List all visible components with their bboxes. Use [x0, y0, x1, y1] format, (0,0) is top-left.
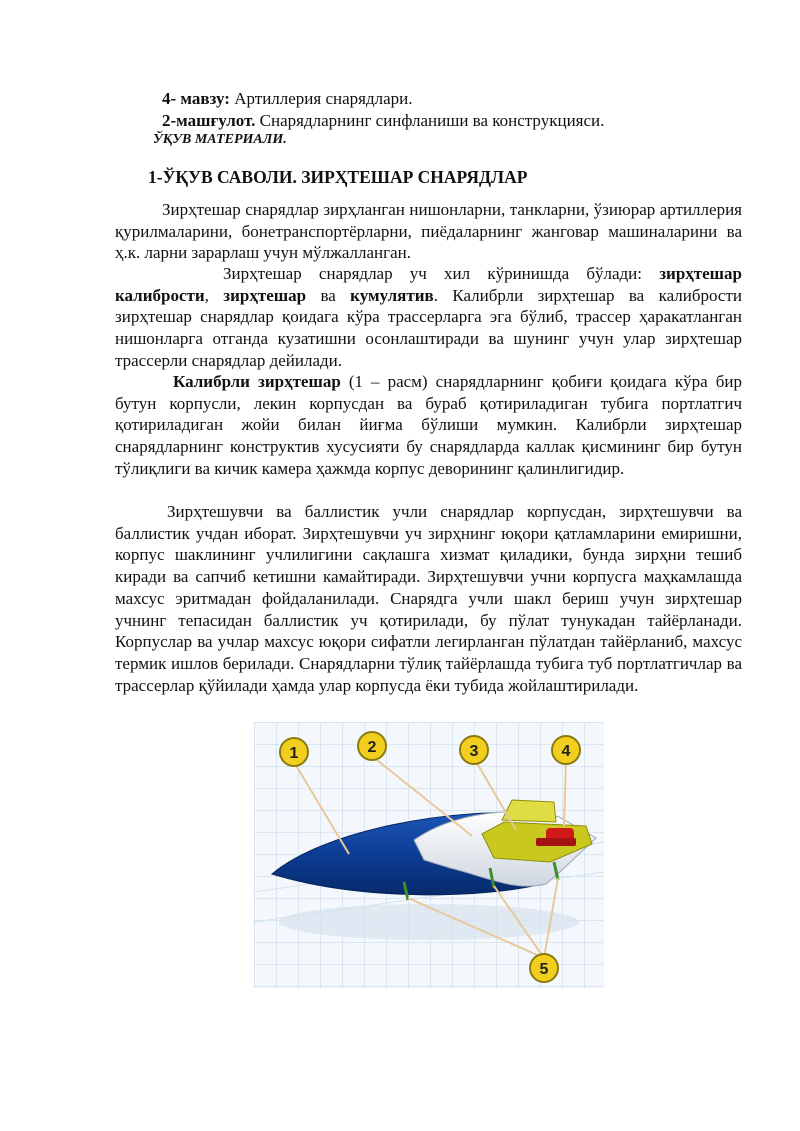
topic-text: Артиллерия снарядлари.: [229, 89, 413, 108]
p2-text-1: Зирҳтешар снарядлар уч хил кўринишда бўлади:: [223, 264, 660, 283]
callout-3: [460, 736, 488, 764]
material-label: ЎҚУВ МАТЕРИАЛИ.: [153, 132, 287, 147]
projectile-diagram: [254, 722, 604, 988]
callout-4-label: 4: [561, 743, 571, 760]
p2-text-4: . Калибрли зирҳтешар ва калибрости зирҳтешар снарядлар қоидага кўра трассерларга эга бўлиб, трассер ҳаракатланган нишонларга отганда кузатишни осонлаштиради ва шунинг учун улар зирҳтешар трассерли снарядлар дейилади.: [115, 285, 742, 370]
p2-text-3: ва: [306, 285, 351, 305]
projectile-shadow: [279, 904, 579, 940]
callout-5: [530, 954, 558, 982]
paragraph-4: Зирҳтешувчи ва баллистик учли снарядлар корпусдан, зирҳтешувчи ва баллистик учдан иборат. Зирҳтешувчи уч зирҳнинг юқори қатламларини емиришни, корпус шаклининг учлилигини сақлашга хизмат қиладики, бунда зирҳни тешиб киради ва сапчиб кетишни камайтиради. Зирҳтешувчи учни корпусга маҳкамлашда махсус эритмадан фойдаланилади. Снарядга учли шакл бериш учун зирҳтешар учнинг тепасидан баллистик уч қотирилади, бу пўлат тунукадан тайёрланади. Корпуслар ва учлар махсус юқори сифатли легирланган пўлатдан тайёрланиб, махсус термик ишлов берилади. Снарядларни тўлиқ тайёрлашда тубига туб портлатгичлар ва трассерлар қўйилади ҳамда улар корпусда ёки тубида жойлаштирилади.: [115, 502, 742, 695]
callout-2: [358, 732, 386, 760]
callout-1: [280, 738, 308, 766]
p2-term-2: зирҳтешар: [223, 285, 307, 305]
p2-term-3: кумулятив: [350, 285, 434, 305]
p2-text-2: ,: [204, 285, 224, 305]
paragraph-3: [115, 371, 742, 480]
callout-5-label: 5: [539, 961, 549, 978]
p3-term-1: Калибрли зирҳтешар: [173, 372, 341, 391]
topic-line: [162, 88, 413, 110]
callout-1-label: 1: [289, 745, 299, 762]
p3-text-1: (1 – расм) снарядларнинг қобиғи қоидага кўра бир бутун корпусли, лекин корпусдан ва бураб қотириладиган тубига портлатгич қотириладиган жойи билан йиғма бўлиши мумкин. Калибрли зирҳтешар снарядларнинг конструктив хусусияти бу снарядларда каллак қисмининг бир бутун тўлиқлиги ва кичик камера ҳажмда корпус деворининг қалинлигидир.: [115, 372, 742, 478]
callout-4: [552, 736, 580, 764]
tracer: [536, 838, 576, 846]
lesson-label: 2-машғулот.: [162, 111, 256, 130]
paragraph-2: [115, 263, 742, 372]
paragraph-1: Зирҳтешар снарядлар зирҳланган нишонларни, танкларни, ўзиюрар артиллерия қурилмаларини, бонетранспортёрларни, пиёдаларнинг жанговар машиналарини ва ҳ.к. ларни зарарлаш учун мўлжалланган.: [115, 200, 742, 263]
lesson-line: [162, 110, 604, 132]
callout-2-label: 2: [367, 739, 377, 756]
callout-3-label: 3: [469, 743, 479, 760]
p2-term-1: зирҳтешар калибрости: [115, 264, 742, 305]
section-title: 1-ЎҚУВ САВОЛИ. ЗИРҲТЕШАР СНАРЯДЛАР: [148, 167, 528, 187]
topic-label: 4- мавзу:: [162, 89, 230, 108]
lesson-text: Снарядларнинг синфланиши ва конструкцияси.: [255, 111, 605, 130]
